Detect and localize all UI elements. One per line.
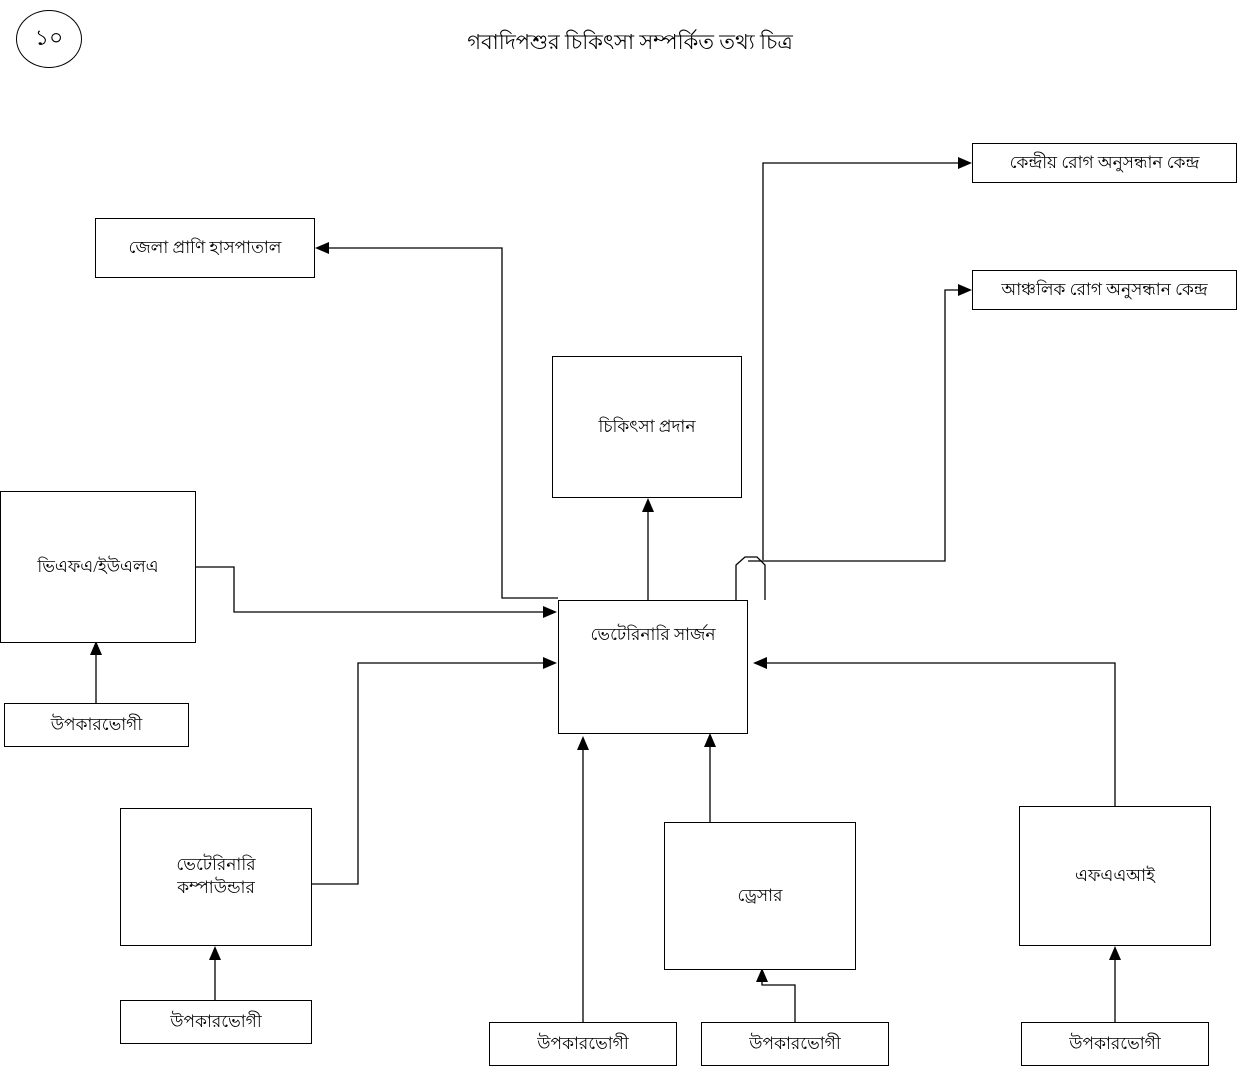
node-district-animal-hospital[interactable] <box>95 218 315 278</box>
node-beneficiary-surgeon-label: উপকারভোগী <box>537 1033 629 1053</box>
node-fai[interactable] <box>1019 806 1211 946</box>
edge-surgeon-to-regional <box>748 290 962 561</box>
node-beneficiary-compounder-label: উপকারভোগী <box>170 1011 262 1031</box>
edge-surgeon-to-district-hospital <box>325 248 558 598</box>
page-title: গবাদিপশুর চিকিৎসা সম্পর্কিত তথ্য চিত্র <box>467 30 793 54</box>
node-regional-disease-center-label: আঞ্চলিক রোগ অনুসন্ধান কেন্দ্র <box>1001 279 1208 299</box>
node-veterinary-compounder-label-line2: কম্পাউন্ডার <box>177 878 255 897</box>
edge-bump-connector <box>736 557 765 600</box>
node-vfa-ula-label: ভিএফএ/ইউএলএ <box>37 556 159 576</box>
arrowhead-regional <box>958 284 972 296</box>
arrowhead-vfa <box>90 641 102 655</box>
arrowhead-dresser <box>756 968 768 982</box>
node-veterinary-surgeon-label: ভেটেরিনারি সার্জন <box>590 624 716 644</box>
arrowhead-surgeon-from-compounder <box>543 657 557 669</box>
node-beneficiary-compounder[interactable] <box>120 1000 312 1044</box>
node-regional-disease-center[interactable] <box>972 270 1237 310</box>
arrowhead-surgeon-from-dresser <box>704 733 716 747</box>
arrowhead-compounder <box>209 946 221 960</box>
page-number-text: ১০ <box>34 24 64 50</box>
arrowhead-surgeon-from-fai <box>753 657 767 669</box>
arrowhead-fai <box>1109 946 1121 960</box>
node-beneficiary-surgeon[interactable] <box>489 1022 677 1066</box>
arrowhead-treatment <box>642 498 654 512</box>
edge-beneficiary4-to-dresser <box>762 982 795 1022</box>
node-beneficiary-vfa[interactable] <box>4 703 189 747</box>
node-beneficiary-dresser[interactable] <box>701 1022 889 1066</box>
node-beneficiary-dresser-label: উপকারভোগী <box>749 1033 841 1053</box>
node-treatment-provision-label: চিকিৎসা প্রদান <box>598 416 696 436</box>
arrowhead-district-hospital <box>315 242 329 254</box>
node-veterinary-compounder[interactable] <box>120 808 312 946</box>
node-dresser-label: ড্রেসার <box>737 885 783 905</box>
node-vfa-ula[interactable] <box>0 491 196 643</box>
node-beneficiary-fai-label: উপকারভোগী <box>1069 1033 1161 1053</box>
arrowhead-surgeon-from-beneficiary3 <box>577 736 589 750</box>
arrowhead-central <box>958 157 972 169</box>
node-beneficiary-vfa-label: উপকারভোগী <box>50 714 143 734</box>
node-central-disease-center-label: কেন্দ্রীয় রোগ অনুসন্ধান কেন্দ্র <box>1009 152 1200 172</box>
node-fai-label: এফএএআই <box>1075 865 1155 885</box>
node-central-disease-center[interactable] <box>972 143 1237 183</box>
node-veterinary-compounder-label-line1: ভেটেরিনারি <box>176 855 256 875</box>
node-beneficiary-fai[interactable] <box>1021 1022 1209 1066</box>
node-district-animal-hospital-label: জেলা প্রাণি হাসপাতাল <box>128 237 282 257</box>
edge-compounder-to-surgeon <box>312 663 545 884</box>
node-veterinary-surgeon[interactable] <box>558 600 748 734</box>
arrowhead-surgeon-from-vfa <box>543 606 557 618</box>
node-dresser[interactable] <box>664 822 856 970</box>
edge-fai-to-surgeon <box>765 663 1115 806</box>
edge-vfa-to-surgeon <box>196 567 545 612</box>
node-treatment-provision[interactable] <box>552 356 742 498</box>
edge-surgeon-to-central <box>763 163 962 560</box>
